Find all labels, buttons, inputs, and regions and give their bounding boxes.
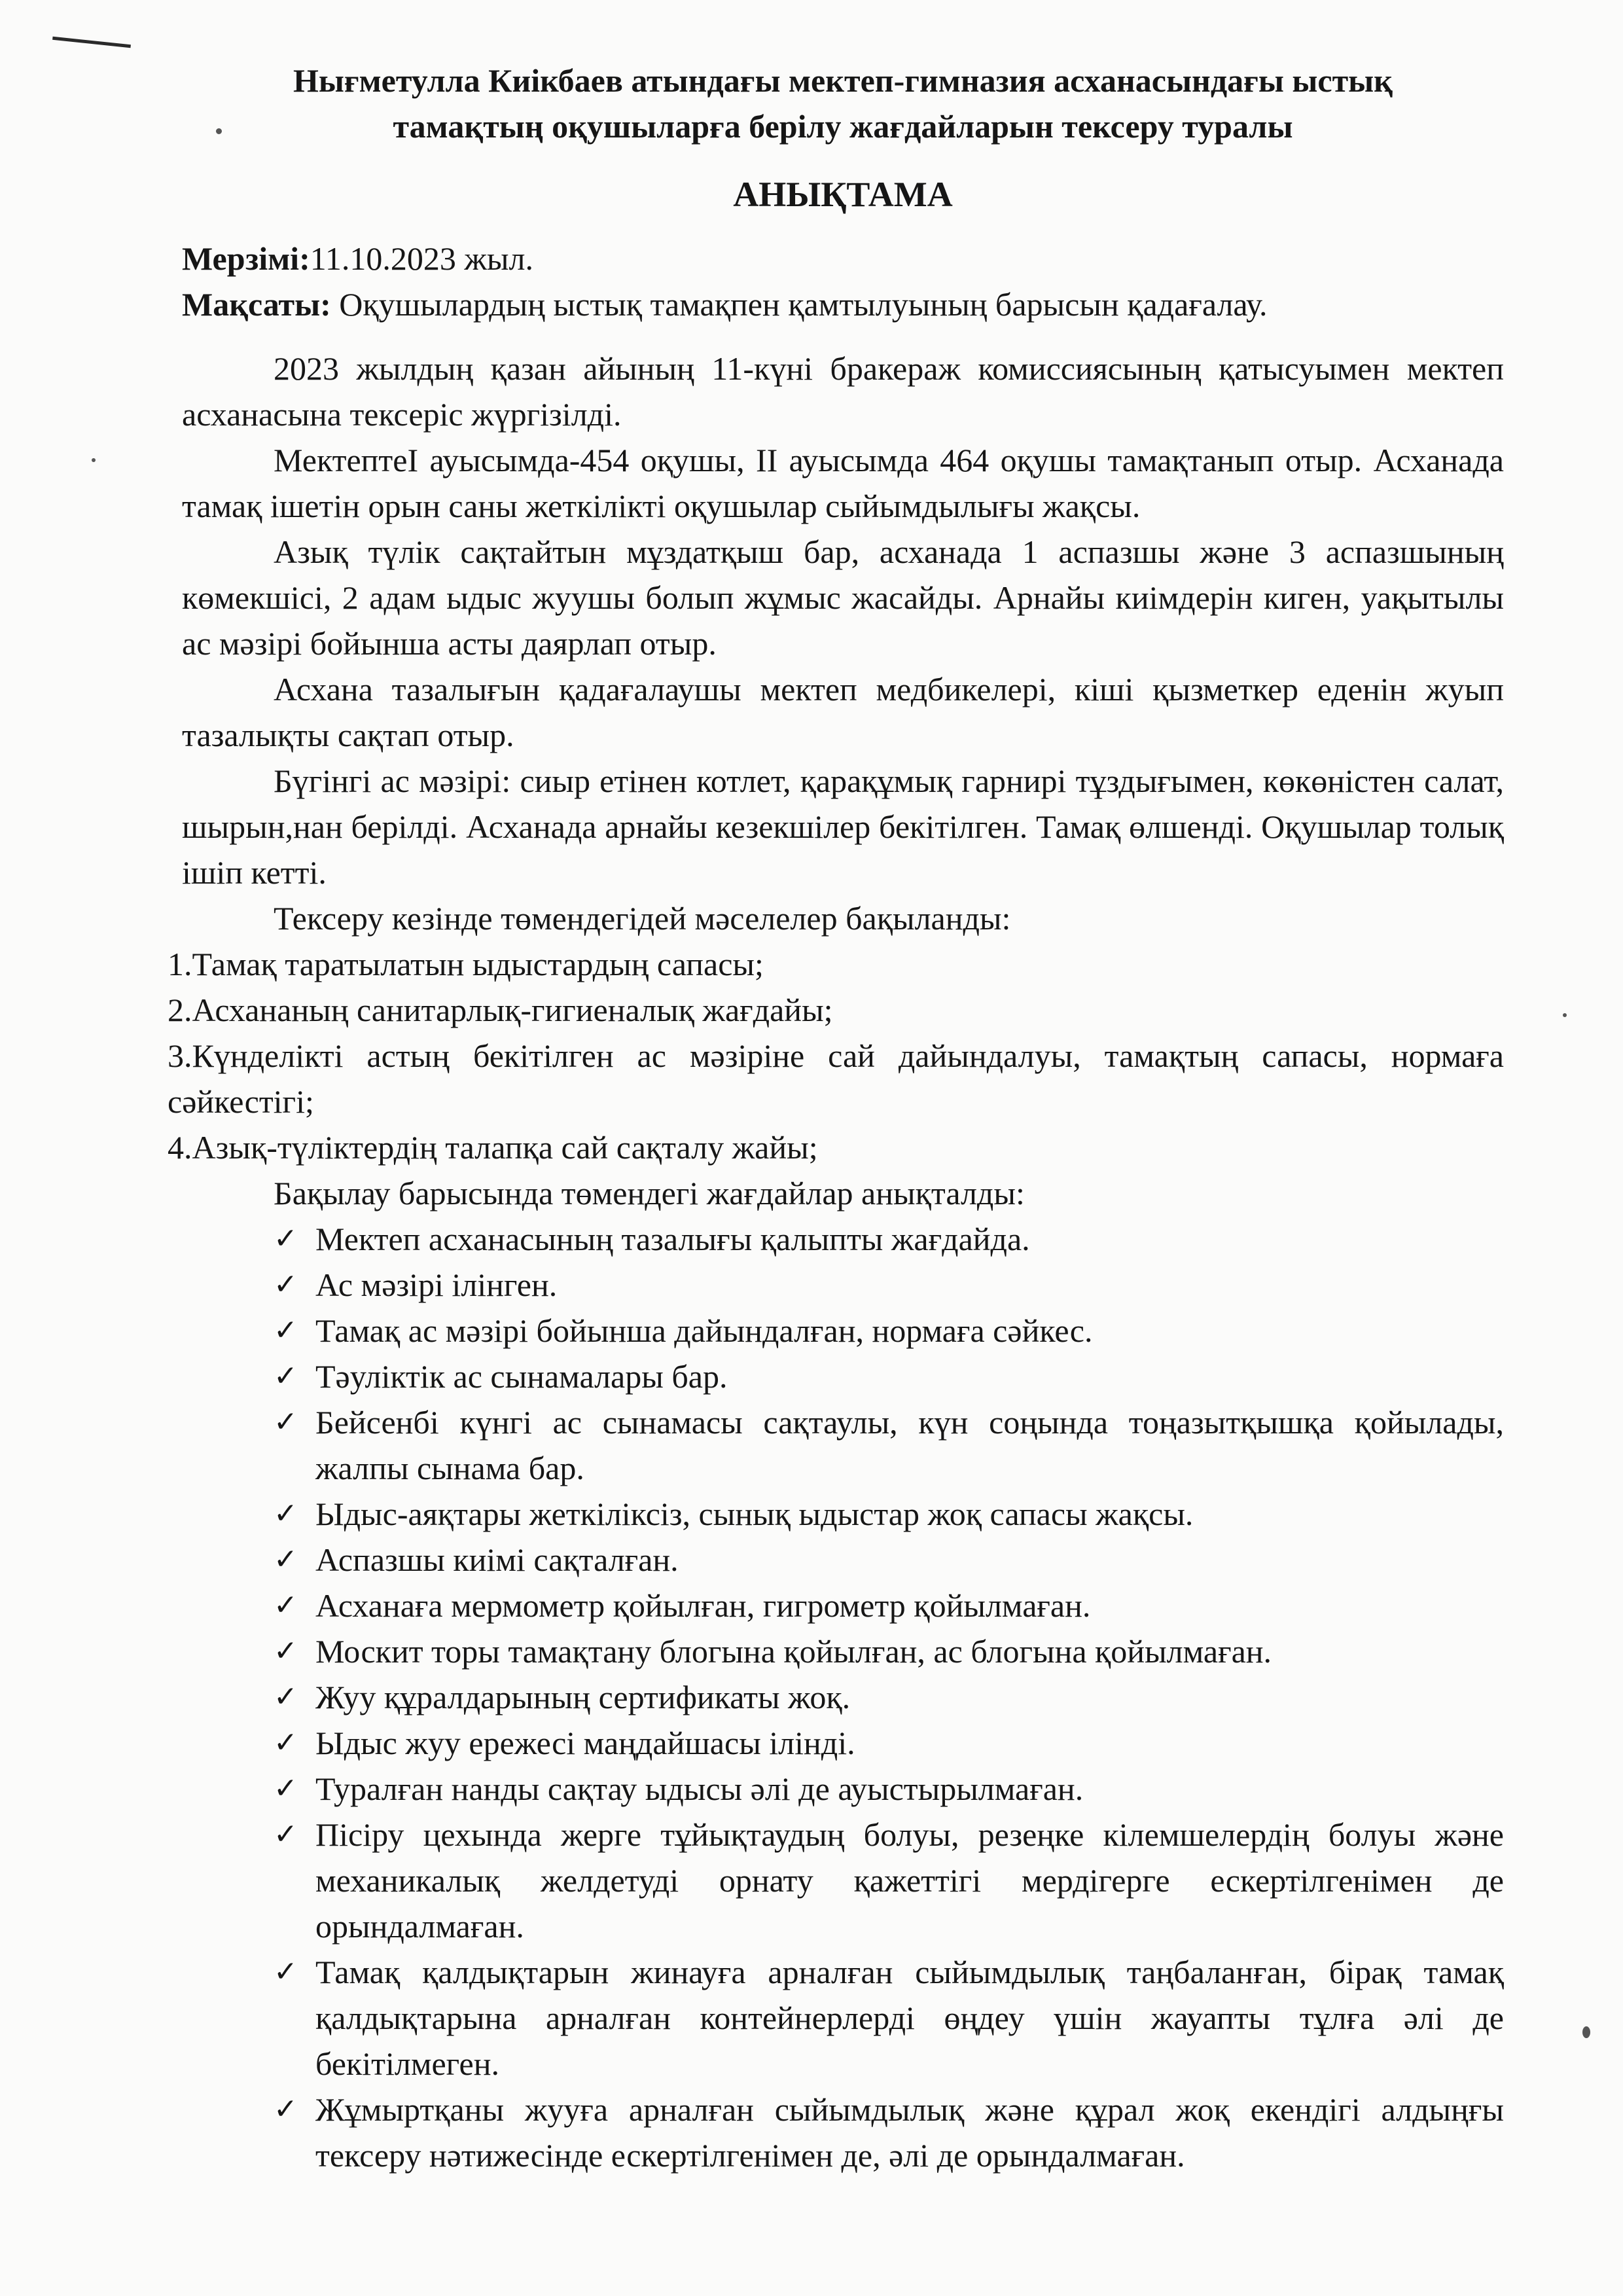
checkmark-icon: ✓	[274, 1314, 298, 1347]
findings-intro: Бақылау барысында төмендегі жағдайлар анықталды:	[274, 1175, 1025, 1211]
body-paragraph: Азық түлік сақтайтын мұздатқыш бар, асханада 1 аспазшы және 3 аспазшының көмекшісі, 2 адам ыдыс жуушы болып жұмыс жасайды. Арнайы киімдерін киген, уақытылы ас мәзірі бойынша асты даярлап отыр.	[182, 533, 1504, 662]
numbered-item: 2.Асхананың санитарлық-гигиеналық жағдайы;	[168, 992, 833, 1028]
checkmark-icon: ✓	[274, 1818, 298, 1851]
checkmark-icon: ✓	[274, 1634, 298, 1668]
finding-text: Мектеп асханасының тазалығы қалыпты жағдайда.	[315, 1221, 1030, 1257]
finding-item	[274, 1491, 1504, 1537]
finding-item	[274, 1308, 1504, 1354]
finding-text: Асханаға мермометр қойылған, гигрометр қойылмаған.	[315, 1587, 1091, 1624]
checkmark-icon: ✓	[274, 1772, 298, 1805]
finding-item	[274, 1949, 1504, 2087]
finding-text: Бейсенбі күнгі ас сынамасы сақтаулы, күн соңында тоңазытқышқа қойылады, жалпы сынама бар.	[315, 1404, 1504, 1486]
checkmark-icon: ✓	[274, 1680, 298, 1713]
body-paragraph: Тексеру кезінде төмендегідей мәселелер бақыланды:	[274, 900, 1011, 937]
purpose-label: Мақсаты:	[182, 286, 331, 323]
finding-item	[274, 1216, 1504, 1262]
finding-item	[274, 1812, 1504, 1949]
document-page	[168, 58, 1504, 2178]
checkmark-icon: ✓	[274, 2092, 298, 2126]
numbered-item: 1.Тамақ таратылатын ыдыстардың сапасы;	[168, 946, 764, 982]
finding-text: Аспазшы киімі сақталған.	[315, 1541, 679, 1578]
body-paragraph: Асхана тазалығын қадағалаушы мектеп медбикелері, кіші қызметкер еденін жуып тазалықты сақтап отыр.	[182, 671, 1504, 753]
checkmark-icon: ✓	[274, 1497, 298, 1530]
finding-item	[274, 1262, 1504, 1308]
finding-item	[274, 1583, 1504, 1628]
checkmark-icon: ✓	[274, 1222, 298, 1255]
numbered-item: 3.Күнделікті астың бекітілген ас мәзіріне сай дайындалуы, тамақтың сапасы, нормаға сәйкестігі;	[168, 1037, 1504, 1120]
finding-text: Пісіру цехында жерге тұйықтаудың болуы, резеңке кілемшелердің болуы және механикалық желдетуді орнату қажеттігі мердігерге ескертілгенімен де орындалмаған.	[315, 1816, 1504, 1945]
finding-text: Тамақ ас мәзірі бойынша дайындалған, нормаға сәйкес.	[315, 1312, 1093, 1349]
date-value: 11.10.2023 жыл.	[310, 240, 533, 277]
scan-mark	[52, 37, 131, 48]
body-paragraph: 2023 жылдың қазан айының 11-күні бракераж комиссиясының қатысуымен мектеп асханасына тексеріс жүргізілді.	[182, 350, 1504, 433]
date-line	[182, 236, 1504, 281]
finding-text: Туралған нанды сақтау ыдысы әлі де ауыстырылмаған.	[315, 1770, 1084, 1807]
document-heading: АНЫҚТАМА	[733, 175, 953, 214]
finding-item	[274, 1628, 1504, 1674]
body-paragraph: Бүгінгі ас мәзірі: сиыр етінен котлет, қарақұмық гарнирі тұздығымен, көкөністен салат, шырын,нан берілді. Асханада арнайы кезекшілер бекітілген. Тамақ өлшенді. Оқушылар толық ішіп кетті.	[182, 762, 1504, 891]
finding-item	[274, 1674, 1504, 1720]
finding-item	[274, 1399, 1504, 1491]
finding-item	[274, 1354, 1504, 1399]
checkmark-icon: ✓	[274, 1405, 298, 1439]
purpose-value: Оқушылардың ыстық тамақпен қамтылуының барысын қадағалау.	[330, 286, 1268, 323]
finding-text: Тамақ қалдықтарын жинауға арналған сыйымдылық таңбаланған, бірақ тамақ қалдықтарына арналған контейнерлерді өңдеу үшін жауапты тұлға әлі де бекітілмеген.	[315, 1954, 1504, 2082]
finding-item	[274, 2087, 1504, 2178]
finding-text: Ыдыс-аяқтары жеткіліксіз, сынық ыдыстар жоқ сапасы жақсы.	[315, 1496, 1194, 1532]
findings-list	[182, 1216, 1504, 2178]
numbered-list	[168, 941, 1504, 1170]
checkmark-icon: ✓	[274, 1268, 298, 1301]
date-label: Мерзімі:	[182, 240, 310, 277]
checkmark-icon: ✓	[274, 1588, 298, 1622]
checkmark-icon: ✓	[274, 1543, 298, 1576]
checkmark-icon: ✓	[274, 1955, 298, 1988]
purpose-line	[182, 281, 1504, 327]
finding-item	[274, 1720, 1504, 1766]
finding-text: Жұмыртқаны жууға арналған сыйымдылық және құрал жоқ екендігі алдыңғы тексеру нәтижесінде ескертілгенімен де, әлі де орындалмаған.	[315, 2091, 1504, 2174]
checkmark-icon: ✓	[274, 1359, 298, 1393]
numbered-item: 4.Азық-түліктердің талапқа сай сақталу жайы;	[168, 1129, 818, 1166]
finding-text: Москит торы тамақтану блогына қойылған, ас блогына қойылмаған.	[315, 1633, 1272, 1670]
finding-item	[274, 1537, 1504, 1583]
body-paragraph: МектептеІ ауысымда-454 оқушы, ІІ ауысымда 464 оқушы тамақтанып отыр. Асханада тамақ ішетін орын саны жеткілікті оқушылар сыйымдылығы жақсы.	[182, 442, 1504, 524]
finding-text: Ыдыс жуу ережесі маңдайшасы ілінді.	[315, 1725, 855, 1761]
checkmark-icon: ✓	[274, 1726, 298, 1759]
finding-item	[274, 1766, 1504, 1812]
document-title	[182, 58, 1504, 149]
scan-speck	[92, 458, 96, 462]
finding-text: Жуу құралдарының сертификаты жоқ.	[315, 1679, 851, 1715]
scan-speck	[1563, 1013, 1567, 1017]
scan-speck	[1582, 2026, 1590, 2038]
title-line-1: Нығметулла Киікбаев атындағы мектеп-гимназия асханасындағы ыстық	[293, 62, 1393, 99]
finding-text: Ас мәзірі ілінген.	[315, 1266, 558, 1303]
title-line-2: тамақтың оқушыларға берілу жағдайларын тексеру туралы	[393, 108, 1293, 145]
finding-text: Тәуліктік ас сынамалары бар.	[315, 1358, 728, 1395]
